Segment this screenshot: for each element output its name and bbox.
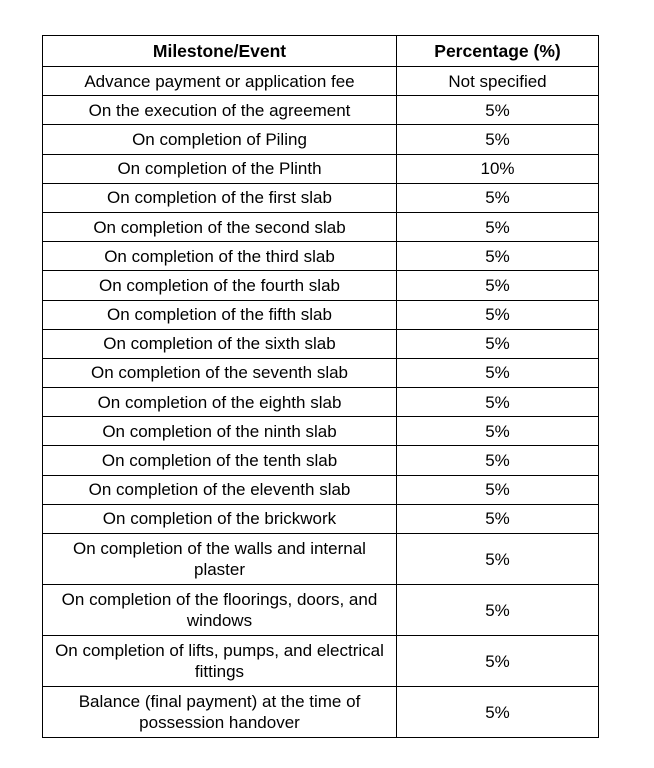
milestone-cell: On completion of the sixth slab	[43, 329, 397, 358]
percentage-cell: 5%	[397, 585, 599, 636]
milestone-cell: On completion of the eighth slab	[43, 388, 397, 417]
percentage-cell: 5%	[397, 534, 599, 585]
percentage-cell: 5%	[397, 417, 599, 446]
table-row	[43, 271, 599, 300]
percentage-cell: 5%	[397, 636, 599, 687]
table-row	[43, 183, 599, 212]
payment-schedule-table-container	[42, 35, 598, 738]
percentage-cell: 5%	[397, 125, 599, 154]
milestone-cell: On completion of the Plinth	[43, 154, 397, 183]
percentage-cell: 5%	[397, 96, 599, 125]
table-row	[43, 212, 599, 241]
table-row	[43, 96, 599, 125]
milestone-cell: On completion of the fifth slab	[43, 300, 397, 329]
milestone-cell: On completion of Piling	[43, 125, 397, 154]
table-row	[43, 534, 599, 585]
table-row	[43, 154, 599, 183]
percentage-cell: 5%	[397, 687, 599, 738]
header-percentage: Percentage (%)	[397, 36, 599, 67]
milestone-cell: On completion of the walls and internal plaster	[43, 534, 397, 585]
milestone-cell: On completion of the third slab	[43, 242, 397, 271]
milestone-cell: On completion of the floorings, doors, and windows	[43, 585, 397, 636]
table-row	[43, 329, 599, 358]
milestone-cell: Balance (final payment) at the time of possession handover	[43, 687, 397, 738]
milestone-cell: On completion of the seventh slab	[43, 358, 397, 387]
milestone-cell: On completion of the tenth slab	[43, 446, 397, 475]
table-row	[43, 67, 599, 96]
table-row	[43, 636, 599, 687]
percentage-cell: 10%	[397, 154, 599, 183]
percentage-cell: 5%	[397, 329, 599, 358]
percentage-cell: Not specified	[397, 67, 599, 96]
table-row	[43, 242, 599, 271]
percentage-cell: 5%	[397, 475, 599, 504]
milestone-cell: Advance payment or application fee	[43, 67, 397, 96]
percentage-cell: 5%	[397, 242, 599, 271]
milestone-cell: On completion of the fourth slab	[43, 271, 397, 300]
percentage-cell: 5%	[397, 504, 599, 533]
table-row	[43, 125, 599, 154]
header-milestone: Milestone/Event	[43, 36, 397, 67]
milestone-cell: On completion of the first slab	[43, 183, 397, 212]
percentage-cell: 5%	[397, 388, 599, 417]
table-row	[43, 417, 599, 446]
milestone-cell: On the execution of the agreement	[43, 96, 397, 125]
table-row	[43, 585, 599, 636]
milestone-cell: On completion of the eleventh slab	[43, 475, 397, 504]
table-row	[43, 388, 599, 417]
table-row	[43, 446, 599, 475]
table-row	[43, 475, 599, 504]
milestone-cell: On completion of the ninth slab	[43, 417, 397, 446]
table-row	[43, 687, 599, 738]
percentage-cell: 5%	[397, 446, 599, 475]
table-header-row	[43, 36, 599, 67]
milestone-cell: On completion of lifts, pumps, and electrical fittings	[43, 636, 397, 687]
percentage-cell: 5%	[397, 183, 599, 212]
milestone-cell: On completion of the brickwork	[43, 504, 397, 533]
percentage-cell: 5%	[397, 358, 599, 387]
percentage-cell: 5%	[397, 271, 599, 300]
table-row	[43, 504, 599, 533]
percentage-cell: 5%	[397, 300, 599, 329]
table-row	[43, 300, 599, 329]
percentage-cell: 5%	[397, 212, 599, 241]
table-row	[43, 358, 599, 387]
milestone-cell: On completion of the second slab	[43, 212, 397, 241]
payment-schedule-table	[42, 35, 599, 738]
